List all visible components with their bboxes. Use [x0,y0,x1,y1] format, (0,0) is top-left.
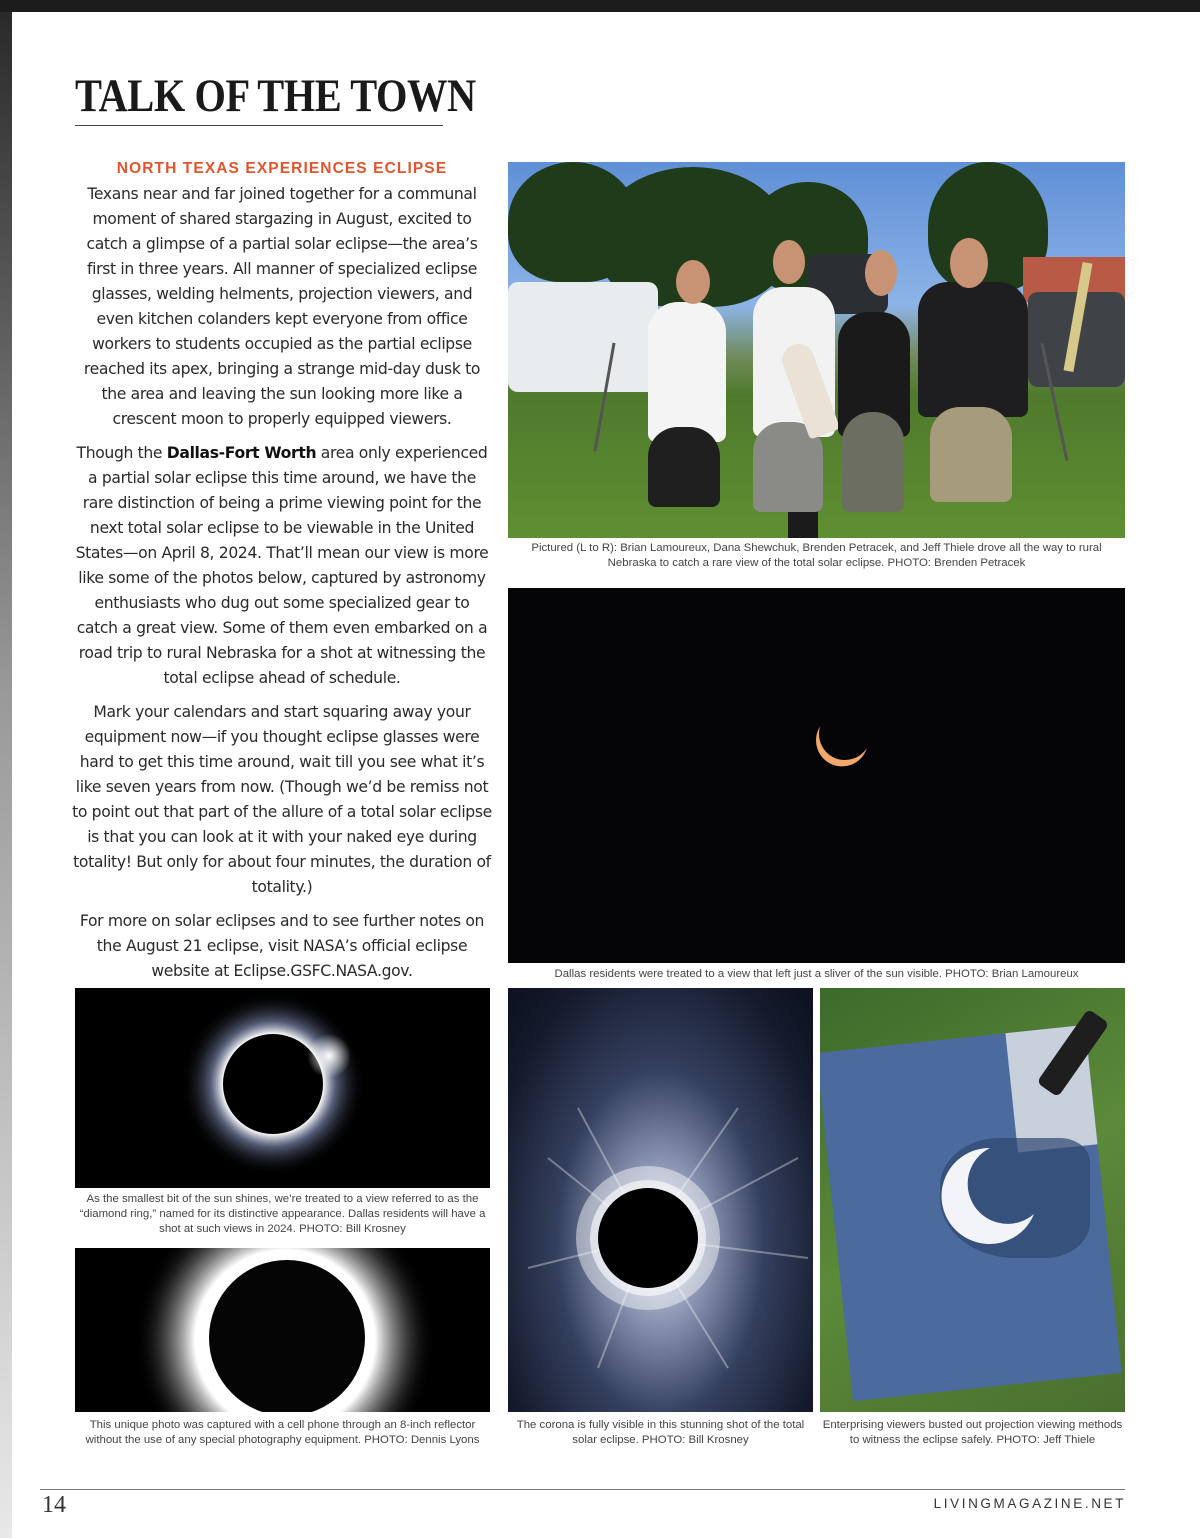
article-paragraph-3: Mark your calendars and start squaring away your equipment now—if you thought eclipse glasses were hard to get this time around, wait till you see what it’s like seven years from now. (Though we’d be remiss not to point out that part of the allure of a total solar eclipse is that you can look at it with your naked eye during totality! But only for about four minutes, the duration of totality.) [72,703,492,896]
page-number: 14 [42,1492,66,1518]
paragraph-2-text-end: area only experienced a partial solar eclipse this time around, we have the rare distinction of being a prime viewing point for the next total solar eclipse to be viewable in the United States—on April 8, 2024. That’ll mean our view is more like some of the photos below, captured by astronomy enthusiasts who dug out some specialized gear to catch a great view. Some of them even embarked on a road trip to rural Nebraska for a shot at witnessing the total eclipse ahead of schedule. [75,444,489,687]
crescent-photo-caption: Dallas residents were treated to a view that left just a sliver of the sun visible. PHOTO: Brian Lamoureux [554,968,1079,980]
diamond-ring-caption: As the smallest bit of the sun shines, we’re treated to a view referred to as the “diamond ring,” named for its distinctive appearance. Dallas residents will have a shot at such views in 2024. PHOTO: Bill Krosney [79,1193,486,1235]
person-4-head [950,238,988,288]
paragraph-2-text-start: Though the [76,444,167,462]
diamond-ring-graphic [75,988,490,1188]
crescent-sun-photo [508,588,1125,963]
group-photo-caption: Pictured (L to R): Brian Lamoureux, Dana Shewchuk, Brenden Petracek, and Jeff Thiele drove all the way to rural Nebraska to catch a rare view of the total solar eclipse. PHOTO: Brenden Petracek [531,542,1102,569]
article-headline: NORTH TEXAS EXPERIENCES ECLIPSE [116,160,448,177]
dallas-fort-worth-bold: Dallas-Fort Worth [166,444,317,462]
cell-phone-eclipse-photo [75,1248,490,1412]
person-1-shorts [648,427,720,507]
title-rule [75,125,443,126]
group-viewers-photo [508,162,1125,538]
projection-caption: Enterprising viewers busted out projection viewing methods to witness the eclipse safely. PHOTO: Jeff Thiele [822,1419,1123,1446]
site-url: LIVINGMAGAZINE.NET [933,1496,1126,1511]
article-paragraph-2 [72,441,492,691]
diamond-ring-photo [75,988,490,1188]
person-2-head [773,240,805,284]
page-edge-shadow [0,12,12,1538]
crescent-sun [812,701,879,768]
article-paragraph-1: Texans near and far joined together for a communal moment of shared stargazing in August, excited to catch a glimpse of a partial solar eclipse—the area’s first in three years. All manner of specialized eclipse glasses, welding helments, projection viewers, and even kitchen colanders kept everyone from office workers to students occupied as the partial eclipse reached its apex, bringing a strange mid-day dusk to the area and leaving the sun looking more like a crescent moon to properly equipped viewers. [83,185,481,428]
corona-caption: The corona is fully visible in this stunning shot of the total solar eclipse. PHOTO: Bill Krosney [516,1419,805,1446]
cell-phone-caption: This unique photo was captured with a cell phone through an 8-inch reflector without the use of any special photography equipment. PHOTO: Dennis Lyons [85,1419,480,1446]
top-border [0,0,1200,12]
person-4-shorts [930,407,1012,502]
projected-crescent [930,1138,1050,1258]
section-title: TALK OF THE TOWN [75,70,476,122]
white-truck [508,282,658,392]
person-3-head [865,250,897,296]
corona-photo [508,988,813,1412]
projection-viewing-photo [820,988,1125,1412]
article [72,158,492,993]
article-paragraph-4: For more on solar eclipses and to see further notes on the August 21 eclipse, visit NASA’s official eclipse website at Eclipse.GSFC.NASA.gov. [79,912,485,980]
corona-graphic [508,988,813,1412]
person-1-shirt [648,302,726,442]
person-4-shirt [918,282,1028,417]
person-3-shorts [842,412,904,512]
footer-rule [40,1489,1125,1490]
phone-eclipse-graphic [75,1248,490,1412]
person-1-head [676,260,710,304]
